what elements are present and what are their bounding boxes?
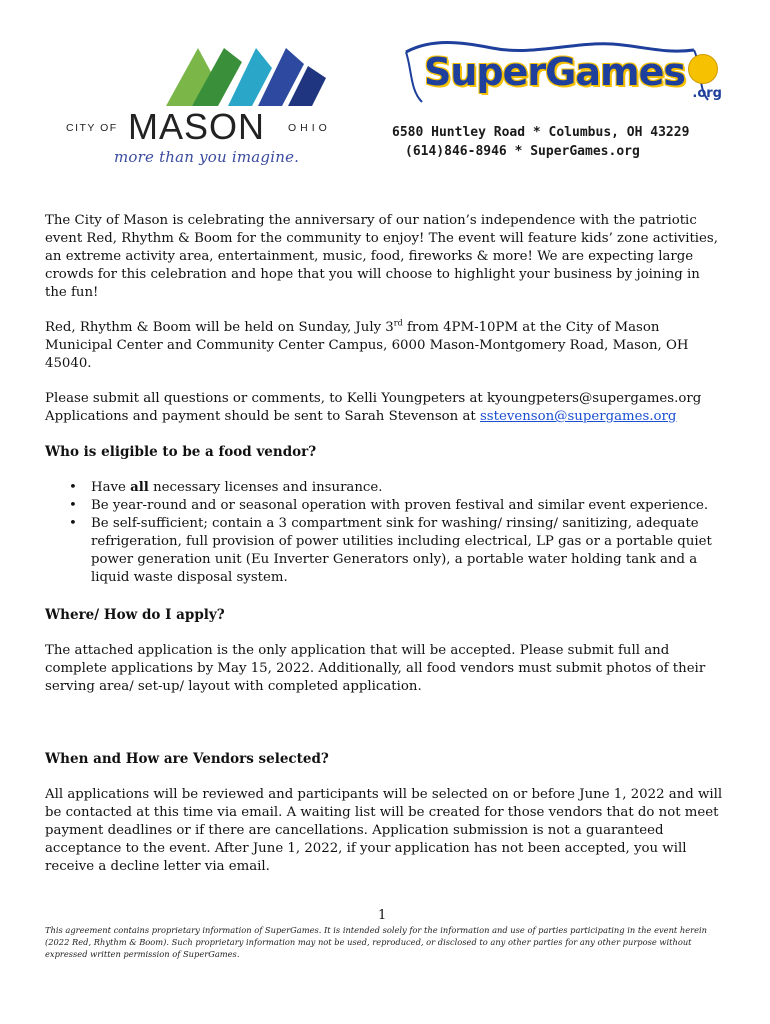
apply-heading: Where/ How do I apply? xyxy=(45,607,225,623)
address-line-1: 6580 Huntley Road * Columbus, OH 43229 xyxy=(392,125,690,140)
supergames-address xyxy=(392,123,689,161)
date-text-end: from 4PM-10PM at the City of Mason Municipal Center and Community Center Campus, 6000 Mason-Montgomery Road, Mason, OH 45040. xyxy=(45,320,689,371)
selection-paragraph: All applications will be reviewed and participants will be selected on or before June 1, 2022 and will be contacted at this time via email. A waiting list will be created for those vendors that do not meet payment deadlines or if there are cancellations. Application submission is not a guaranteed acceptance to the event. After June 1, 2022, if your application has not been accepted, you will receive a decline letter via email. xyxy=(45,787,723,874)
eligibility-heading: Who is eligible to be a food vendor? xyxy=(45,444,317,460)
date-ordinal-suffix: rd xyxy=(393,318,403,328)
footer-disclaimer: This agreement contains proprietary information of SuperGames. It is intended solely for the information and use of parties participating in the event herein (2022 Red, Rhythm & Boom). Such proprietary information may not be used, reproduced, or disclosed to any other parties for any other purpose without expressed written permission of SuperGames. xyxy=(45,925,708,959)
yellow-ball-icon xyxy=(688,54,718,84)
intro-paragraph: The City of Mason is celebrating the anniversary of our nation’s independence with the patriotic event Red, Rhythm & Boom for the community to enjoy! The event will feature kids’ zone activities, an extreme activity area, entertainment, music, food, fireworks & more! We are expecting large crowds for this celebration and hope that you will choose to highlight your business by joining in the fun! xyxy=(45,213,718,300)
supergames-logo xyxy=(402,40,726,108)
ohio-label: OHIO xyxy=(288,122,331,134)
sstevenson-email-link[interactable]: sstevenson@supergames.org xyxy=(479,409,677,424)
item1-prefix: Have xyxy=(91,480,131,495)
item1-suffix: necessary licenses and insurance. xyxy=(148,480,383,495)
contact-paragraph xyxy=(45,390,725,426)
list-item: • Be year-round and or seasonal operation with proven festival and similar event experience. xyxy=(91,497,725,515)
mason-tagline: more than you imagine. xyxy=(114,148,300,166)
date-text-start: Red, Rhythm & Boom will be held on Sunday, July 3 xyxy=(45,320,394,335)
contact-line-1: Please submit all questions or comments, to Kelli Youngpeters at kyoungpeters@supergames.org xyxy=(45,391,702,406)
contact-line-2: Applications and payment should be sent to Sarah Stevenson at xyxy=(45,409,480,424)
list-item: • Be self-sufficient; contain a 3 compartment sink for washing/ rinsing/ sanitizing, adequate refrigeration, full provision of power utilities including electrical, LP gas or a portable quiet power generation unit (Eu Inverter Generators only), a portable water holding tank and a liquid waste disposal system. xyxy=(91,515,725,587)
supergames-wordmark: SuperGames xyxy=(424,50,685,94)
city-of-mason-logo xyxy=(66,40,346,180)
mason-wordmark: MASON xyxy=(128,106,266,147)
eligibility-list xyxy=(45,479,725,587)
city-of-label: CITY OF xyxy=(66,122,118,134)
document-body xyxy=(45,212,725,876)
date-paragraph xyxy=(45,319,725,373)
address-line-2: (614)846-8946 * SuperGames.org xyxy=(405,144,640,159)
apply-paragraph: The attached application is the only application that will be accepted. Please submit full and complete applications by May 15, 2022. Additionally, all food vendors must submit photos of their serving area/ set-up/ layout with completed application. xyxy=(45,643,706,694)
item1-bold: all xyxy=(130,480,149,495)
selection-heading: When and How are Vendors selected? xyxy=(45,751,329,767)
supergames-domain: .org xyxy=(692,86,722,101)
list-item xyxy=(91,479,725,497)
page-number: 1 xyxy=(378,908,387,923)
